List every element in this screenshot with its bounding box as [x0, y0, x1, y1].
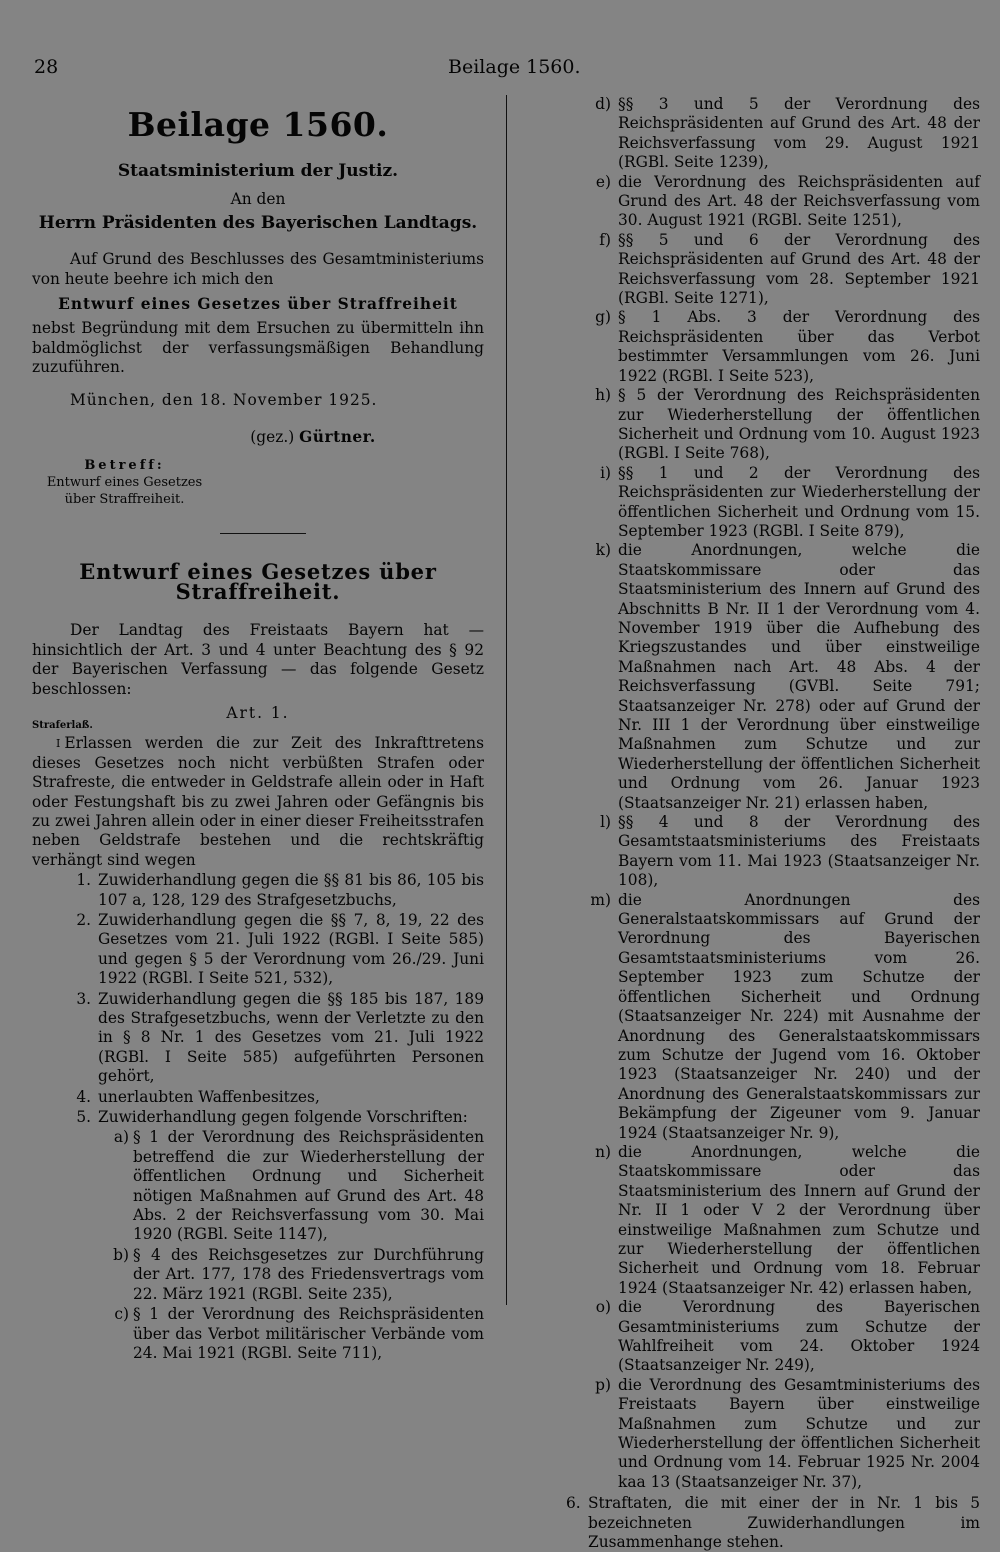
- sub-item: [102, 1246, 484, 1304]
- paragraph-text: Erlassen werden die zur Zeit des Inkrafttretens dieses Gesetzes noch nicht verbüßten Strafen oder Strafreste, die entweder in Geldstrafe allein oder in Haft oder Festungshaft bis zu zwei Jahren oder Gefängnis bis zu zwei Jahren allein oder in einer dieser Freiheitsstrafen neben Geldstrafe bestehen und die rechtskräftig verhängt sind wegen: [32, 734, 484, 869]
- item-text: Zuwiderhandlung gegen die §§ 185 bis 187, 189 des Strafgesetzbuchs, wenn der Verletzte zu den in § 8 Nr. 1 des Gesetzes vom 21. Juli 1922 (RGBl. I Seite 585) aufgeführten Personen gehört,: [98, 989, 484, 1086]
- sub-item-text: die Anordnungen, welche die Staatskommissare oder das Staatsministerium des Innern auf Grund des Abschnitts B Nr. II 1 der Verordnung vom 4. November 1919 über die Aufhebung des Kriegszustandes und über einstweilige Maßnahmen nach Art. 48 Abs. 4 der Reichsverfassung (GVBl. Seite 791; Staatsanzeiger Nr. 278) oder auf Grund der Nr. III 1 der Verordnung über einstweilige Maßnahmen zum Schutze und zur Wiederherstellung der öffentlichen Sicherheit und Ordnung vom 26. Januar 1923 (Staatsanzeiger Nr. 21) erlassen haben,: [618, 541, 980, 812]
- item-number: 4.: [76, 1087, 91, 1106]
- list-item: [68, 1108, 484, 1127]
- cover-letter-text: Auf Grund des Beschlusses des Gesamtministeriums von heute beehre ich mich den: [32, 250, 484, 288]
- sub-item: [595, 1298, 980, 1376]
- list-item: [68, 990, 484, 1087]
- sub-item-text: § 1 der Verordnung des Reichspräsidenten über das Verbot militärischer Verbände vom 24. Mai 1921 (RGBl. Seite 711),: [133, 1305, 484, 1362]
- sub-list: [66, 1128, 484, 1363]
- sub-item-letter: n): [595, 1142, 611, 1161]
- bill-reference: Entwurf eines Gesetzes über Straffreiheit: [58, 295, 458, 314]
- sub-item-text: §§ 4 und 8 der Verordnung des Gesamtstaatsministeriums des Freistaats Bayern vom 11. Mai 1923 (Staatsanzeiger Nr. 108),: [618, 813, 980, 890]
- section-separator: [220, 533, 306, 534]
- sub-item-text: §§ 5 und 6 der Verordnung des Reichspräsidenten auf Grund des Art. 48 der Reichsverfassung vom 28. September 1921 (RGBl. Seite 1271),: [618, 230, 980, 308]
- page-number: 28: [34, 56, 59, 78]
- list-item: [68, 1088, 484, 1107]
- sub-item-letter: f): [599, 230, 611, 249]
- column-divider: [506, 95, 507, 1305]
- sub-item-letter: i): [600, 463, 611, 482]
- signature-prefix: (gez.): [250, 428, 295, 447]
- item-number: 1.: [76, 871, 91, 890]
- left-column: [32, 95, 484, 1363]
- sub-item-text: die Verordnung des Reichspräsidenten auf Grund des Art. 48 der Reichsverfassung vom 30. August 1921 (RGBl. Seite 1251),: [618, 172, 980, 230]
- list-item: [68, 911, 484, 989]
- sub-item-text: die Verordnung des Gesamtministeriums des Freistaats Bayern über einstweilige Maßnahmen zum Schutze und zur Wiederherstellung der öffentlichen Sicherheit und Ordnung vom 14. Februar 1925 Nr. 2004 kaa 13 (Staatsanzeiger Nr. 37),: [618, 1375, 980, 1491]
- sub-item-letter: h): [595, 386, 611, 405]
- paragraph-mark: I: [56, 737, 61, 751]
- item-text: Zuwiderhandlung gegen die §§ 81 bis 86, 105 bis 107 a, 128, 129 des Strafgesetzbuchs,: [98, 871, 484, 909]
- sub-item-letter: b): [113, 1245, 129, 1264]
- cover-letter-text-2: nebst Begründung mit dem Ersuchen zu übermitteln ihn baldmöglichst der verfassungsmäßigen Behandlung zuzuführen.: [32, 319, 484, 377]
- recipient-line: Herrn Präsidenten des Bayerischen Landtags.: [38, 212, 478, 233]
- sub-item: [595, 386, 980, 464]
- regarding-block: [32, 457, 217, 508]
- sub-item-letter: k): [595, 541, 611, 560]
- article-heading: Art. 1.: [226, 703, 290, 722]
- sub-item: [595, 308, 980, 386]
- sub-item-text: § 4 des Reichsgesetzes zur Durchführung der Art. 177, 178 des Friedensvertrags vom 22. März 1921 (RGBl. Seite 235),: [133, 1245, 484, 1303]
- item-number: 3.: [76, 989, 91, 1008]
- sub-item-letter: a): [113, 1128, 129, 1147]
- sub-item-letter: d): [595, 95, 611, 113]
- sub-item-letter: l): [600, 813, 611, 832]
- sub-item-text: §§ 3 und 5 der Verordnung des Reichspräsidenten auf Grund des Art. 48 der Reichsverfassung vom 29. August 1921 (RGBl. Seite 1239),: [618, 95, 980, 172]
- sub-item-letter: p): [595, 1375, 611, 1394]
- margin-note: Straferlaß.: [32, 720, 93, 732]
- sub-item-letter: e): [595, 172, 611, 191]
- item-number: 6.: [566, 1494, 581, 1513]
- bill-preamble: Der Landtag des Freistaats Bayern hat — hinsichtlich der Art. 3 und 4 unter Beachtung des § 92 der Bayerischen Verfassung — das folgende Gesetz beschlossen:: [32, 621, 484, 698]
- running-header: Beilage 1560.: [448, 56, 581, 78]
- bill-title: Entwurf eines Gesetzes über Straffreiheit.: [79, 559, 437, 604]
- list-item: [68, 871, 484, 910]
- sub-item: [600, 463, 980, 542]
- ministry-line: Staatsministerium der Justiz.: [117, 161, 399, 181]
- document-title: Beilage 1560.: [127, 105, 389, 144]
- sub-item-letter: m): [590, 890, 611, 909]
- regarding-label: Betreff:: [84, 458, 165, 474]
- sub-item: [600, 813, 980, 891]
- sub-item-text: § 1 der Verordnung des Reichspräsidenten betreffend die zur Wiederherstellung der öffentlichen Ordnung und Sicherheit nötigen Maßnahmen auf Grund des Art. 48 Abs. 2 der Reichsverfassung vom 30. Mai 1920 (RGBl. Seite 1147),: [133, 1128, 484, 1244]
- sub-item-text: §§ 1 und 2 der Verordnung des Reichspräsidenten zur Wiederherstellung der öffentlichen Sicherheit und Ordnung vom 15. September 1923 (RGBl. I Seite 879),: [618, 463, 980, 540]
- sub-item: [595, 1375, 980, 1492]
- sub-item-text: § 5 der Verordnung des Reichspräsidenten zur Wiederherstellung der öffentlichen Sicherheit und Ordnung vom 10. August 1923 (RGBl. I Seite 768),: [618, 386, 980, 463]
- sub-item-text: die Anordnungen, welche die Staatskommissare oder das Staatsministerium des Innern auf Grund der Nr. II 1 oder V 2 der Verordnung über einstweilige Maßnahmen zum Schutze und zur Wiederherstellung der öffentlichen Sicherheit und Ordnung vom 18. Februar 1924 (Staatsanzeiger Nr. 42) erlassen haben,: [618, 1142, 980, 1297]
- sub-item: [102, 1128, 484, 1244]
- item-text: Straftaten, die mit einer der in Nr. 1 bis 5 bezeichneten Zuwiderhandlungen im Zusammenhange stehen.: [588, 1494, 980, 1552]
- sub-item: [102, 1305, 484, 1363]
- address-prefix: An den: [230, 190, 286, 209]
- sub-item-letter: c): [114, 1305, 129, 1324]
- sub-item: [595, 95, 980, 173]
- sub-item-text: § 1 Abs. 3 der Verordnung des Reichspräsidenten über das Verbot bestimmter Versammlungen vom 26. Juni 1922 (RGBl. I Seite 523),: [618, 308, 980, 385]
- sub-item-letter: g): [595, 308, 611, 327]
- item-text: Zuwiderhandlung gegen die §§ 7, 8, 19, 22 des Gesetzes vom 21. Juli 1922 (RGBl. I Seite 585) und gegen § 5 der Verordnung vom 26./29. Juni 1922 (RGBl. I Seite 521, 532),: [98, 910, 484, 988]
- sub-item: [595, 1142, 980, 1298]
- sub-item-letter: o): [595, 1298, 611, 1317]
- sub-item: [590, 890, 980, 1143]
- item-text: unerlaubten Waffenbesitzes,: [98, 1087, 320, 1106]
- offense-list: [32, 871, 484, 1363]
- sub-item: [595, 541, 980, 813]
- right-column: [566, 95, 980, 1552]
- sub-item-text: die Verordnung des Bayerischen Gesamtministeriums zum Schutze der Wahlfreiheit vom 24. Oktober 1924 (Staatsanzeiger Nr. 249),: [618, 1298, 980, 1375]
- sub-item: [595, 172, 980, 231]
- item-number: 5.: [76, 1108, 91, 1127]
- signature: [32, 428, 484, 447]
- item-text: Zuwiderhandlung gegen folgende Vorschriften:: [98, 1108, 468, 1127]
- sub-item-text: die Anordnungen des Generalstaatskommissars auf Grund der Verordnung des Bayerischen Gesamtstaatsministeriums vom 26. September 1923 zum Schutze der öffentlichen Sicherheit und Ordnung (Staatsanzeiger Nr. 224) mit Ausnahme der Anordnung des Generalstaatskommissars zum Schutze der Jugend vom 16. Oktober 1923 (Staatsanzeiger Nr. 240) und der Anordnung des Generalstaatskommissars zur Bekämpfung der Zigeuner vom 9. Januar 1924 (Staatsanzeiger Nr. 9),: [618, 890, 980, 1142]
- item-number: 2.: [76, 910, 91, 929]
- regarding-text: Entwurf eines Gesetzes über Straffreiheit.: [46, 475, 203, 508]
- sub-list-continued: [566, 95, 980, 1492]
- article-paragraph: [32, 734, 484, 870]
- date-line: München, den 18. November 1925.: [70, 390, 378, 409]
- signature-name: Gürtner.: [299, 428, 376, 447]
- list-item: [566, 1494, 980, 1552]
- sub-item: [599, 230, 980, 309]
